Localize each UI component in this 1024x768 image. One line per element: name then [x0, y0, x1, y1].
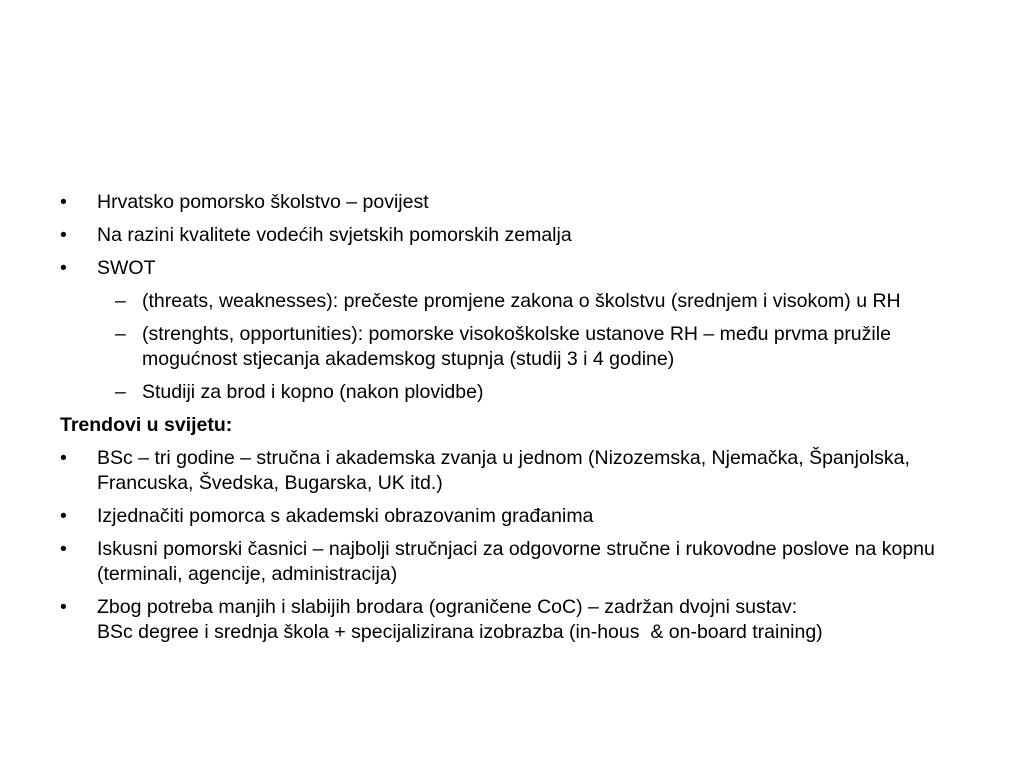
- bullet-item: [60, 190, 960, 215]
- sub-bullet-item: [115, 380, 960, 405]
- bullet-marker: •: [60, 191, 67, 213]
- bullet-item: [60, 446, 960, 496]
- bullet-text: Zbog potreba manjih i slabijih brodara (ograničene CoC) – zadržan dvojni sustav: BSc degree i srednja škola + specijalizirana izobrazba (in-hous & on-board training): [97, 596, 823, 643]
- sub-bullet-text: Studiji za brod i kopno (nakon plovidbe): [142, 381, 484, 403]
- dash-marker: –: [115, 290, 126, 312]
- sub-bullet-text: (strenghts, opportunities): pomorske visokoškolske ustanove RH – među prvma pružile mogućnost stjecanja akademskog stupnja (studij 3 i 4 godine): [142, 323, 897, 370]
- bullet-item: [60, 595, 960, 645]
- dash-marker: –: [115, 323, 126, 345]
- bullet-marker: •: [60, 538, 67, 560]
- bullet-text: Iskusni pomorski časnici – najbolji stručnjaci za odgovorne stručne i rukovodne poslove na kopnu (terminali, agencije, administracija): [97, 538, 941, 585]
- sub-bullet-item: [115, 322, 960, 372]
- bullet-marker: •: [60, 257, 67, 279]
- bullet-marker: •: [60, 505, 67, 527]
- bullet-text: SWOT: [97, 257, 156, 279]
- bullet-text: Hrvatsko pomorsko školstvo – povijest: [97, 191, 429, 213]
- bullet-marker: •: [60, 447, 67, 469]
- bullet-item: [60, 537, 960, 587]
- bullet-text: BSc – tri godine – stručna i akademska zvanja u jednom (Nizozemska, Njemačka, Španjolska, Francuska, Švedska, Bugarska, UK itd.): [97, 447, 916, 494]
- bullet-marker: •: [60, 224, 67, 246]
- bullet-marker: •: [60, 596, 67, 618]
- bullet-item: [60, 223, 960, 248]
- bullet-text: Na razini kvalitete vodećih svjetskih pomorskih zemalja: [97, 224, 572, 246]
- sub-bullet-item: [115, 289, 960, 314]
- dash-marker: –: [115, 381, 126, 403]
- sub-bullet-text: (threats, weaknesses): prečeste promjene zakona o školstvu (srednjem i visokom) u RH: [142, 290, 901, 312]
- bullet-item: [60, 504, 960, 529]
- bullet-item: [60, 256, 960, 281]
- bullet-text: Izjednačiti pomorca s akademski obrazovanim građanima: [97, 505, 594, 527]
- slide-content: [60, 190, 960, 653]
- section-heading: Trendovi u svijetu:: [60, 414, 233, 436]
